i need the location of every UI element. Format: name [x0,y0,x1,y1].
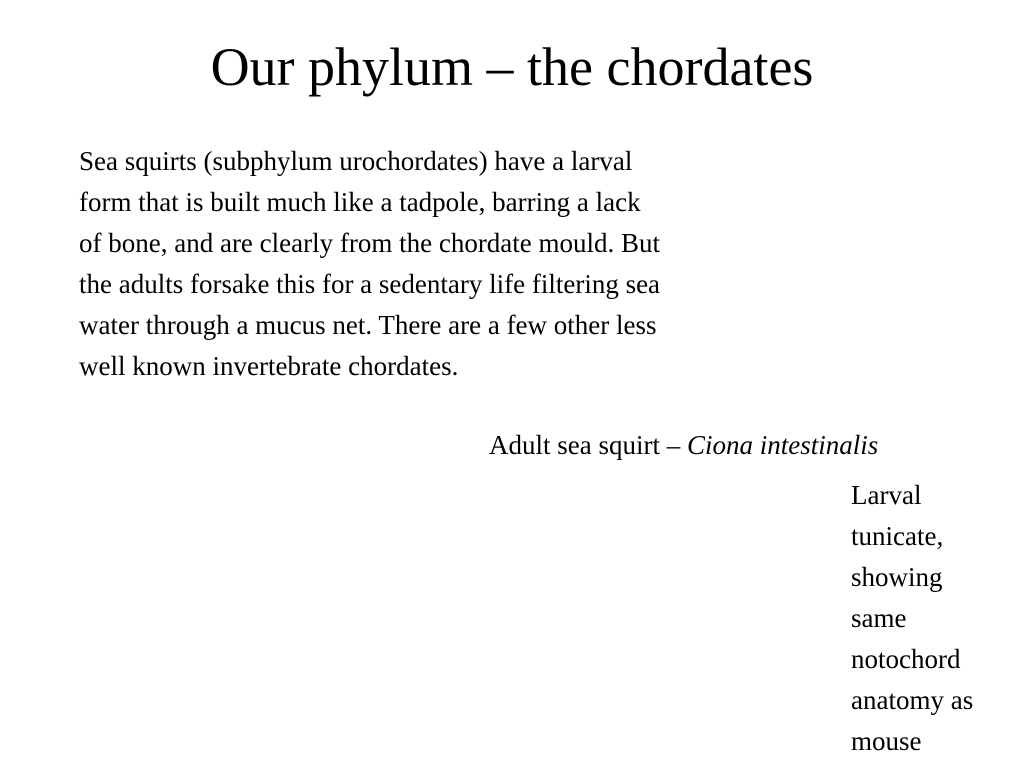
body-line: well known invertebrate chordates. [79,351,459,381]
caption-line: tunicate, [851,521,944,551]
caption-line: notochord [851,644,961,674]
body-line: the adults forsake this for a sedentary life filtering sea [79,269,661,299]
species-name: Ciona intestinalis [686,430,879,460]
larval-tunicate-caption [851,475,1021,762]
caption-line: same [851,603,907,633]
caption-line: anatomy as [851,685,974,715]
body-line: of bone, and are clearly from the chordate mould. But [79,228,661,258]
slide-title: Our phylum – the chordates [210,37,814,97]
body-line: form that is built much like a tadpole, barring a lack [79,187,641,217]
body-line: water through a mucus net. There are a few other less [79,310,657,340]
caption-prefix: Adult sea squirt – [489,430,687,460]
adult-sea-squirt-caption [489,425,878,466]
body-line: Sea squirts (subphylum urochordates) have a larval [79,146,633,176]
caption-line: mouse [851,726,922,756]
body-paragraph [79,141,839,387]
caption-line: showing [851,562,943,592]
caption-line: Larval [851,480,922,510]
